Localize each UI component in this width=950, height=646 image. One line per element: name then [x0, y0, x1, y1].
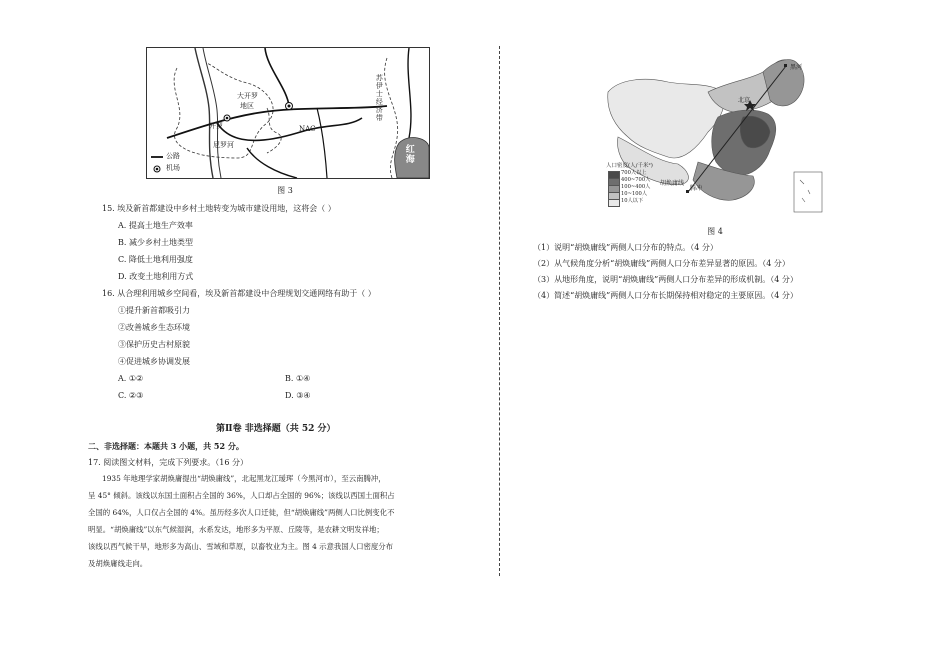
q15-option-c: C. 降低土地利用强度	[118, 255, 193, 264]
label-suez-zone: 苏伊士经济带	[375, 74, 384, 122]
q16-option-c: C. ②③	[118, 391, 144, 400]
legend-label: 10~100人	[621, 191, 648, 197]
road	[217, 118, 362, 140]
label-cairo: 开罗	[209, 122, 223, 130]
q17-passage-line: 全国的 64%，人口仅占全国的 4%。虽历经多次人口迁徙，但“胡焕庸线”两侧人口比例变化不	[88, 508, 395, 517]
q17-passage-line: 该线以西气候干旱，地形多为高山、雪域和草原，以畜牧业为主。图 4 示意我国人口密度分布	[88, 542, 394, 551]
tengchong-marker	[686, 190, 689, 193]
legend-label: 100~400人	[621, 184, 651, 190]
label-heihe: 黑河	[790, 64, 803, 71]
legend-label: 10人以下	[621, 198, 644, 204]
legend-label: 400~700人	[621, 177, 651, 183]
airport-marker	[226, 117, 229, 120]
q16-option-a: A. ①②	[118, 374, 144, 383]
q17-passage-line: 明显。“胡焕庸线”以东气候湿润，水系发达，地形多为平原、丘陵等，是农耕文明发祥地；	[88, 525, 384, 534]
heihe-marker	[784, 64, 787, 67]
suez-canal	[408, 48, 411, 138]
q17-stem: 17. 阅读图文材料，完成下列要求。（16 分）	[88, 458, 248, 467]
airport-marker	[288, 105, 291, 108]
q16-item-1: ①提升新首都吸引力	[118, 306, 190, 315]
figure-4-caption: 图 4	[707, 227, 723, 236]
figure-4-legend	[606, 163, 676, 209]
label-nac: NAC	[299, 125, 316, 133]
legend-swatch	[608, 199, 620, 207]
figure-3-svg	[147, 48, 429, 178]
part2-section-heading: 二、非选择题：本题共 3 小题，共 52 分。	[88, 441, 244, 451]
nile-river-bank	[203, 48, 221, 178]
label-hu-line: 胡焕庸线	[660, 180, 685, 187]
q16-stem: 16. 从合理利用城乡空间看，埃及新首都建设中合理规划交通网络有助于（ ）	[102, 289, 376, 298]
q17-sub-3: （3）从地形角度，说明“胡焕庸线”两侧人口分布差异的形成机制。（4 分）	[533, 275, 798, 284]
q17-sub-1: （1）说明“胡焕庸线”两侧人口分布的特点。（4 分）	[533, 243, 718, 252]
q15-option-a: A. 提高土地生产效率	[118, 221, 193, 230]
q16-option-d: D. ③④	[285, 391, 311, 400]
figure-3-map	[146, 47, 430, 179]
q16-item-2: ②改善城乡生态环境	[118, 323, 190, 332]
q15-option-d: D. 改变土地利用方式	[118, 272, 194, 281]
south-china-sea-inset	[794, 172, 822, 212]
label-nile: 尼罗河	[213, 141, 234, 149]
nile-river	[195, 48, 213, 178]
figure-3-caption: 图 3	[277, 186, 293, 195]
q17-sub-2: （2）从气候角度分析“胡焕庸线”两侧人口分布差异显著的原因。（4 分）	[533, 259, 790, 268]
label-new-capital-2: 地区	[240, 102, 254, 110]
q17-sub-4: （4）简述“胡焕庸线”两侧人口分布长期保持相对稳定的主要原因。（4 分）	[533, 291, 798, 300]
legend-road-label: 公路	[166, 152, 180, 160]
q17-passage-line: 及胡焕庸线走向。	[88, 559, 148, 568]
q17-passage-line: 呈 45° 倾斜。该线以东国土面积占全国的 36%，人口却占全国的 96%；该线以西国土面积占	[88, 491, 395, 500]
q16-option-b: B. ①④	[285, 374, 311, 383]
region-boundary-2	[267, 108, 281, 153]
legend-airport-marker	[156, 168, 159, 171]
legend-label: 700人以上	[621, 170, 647, 176]
q16-item-3: ③保护历史古村原貌	[118, 340, 190, 349]
column-divider	[499, 46, 500, 576]
legend-title: 人口密度(人/千米²)	[606, 163, 653, 169]
q15-stem: 15. 埃及新首都建设中乡村土地转变为城市建设用地，这将会（ ）	[102, 204, 336, 213]
part2-title: 第Ⅱ卷 非选择题（共 52 分）	[216, 424, 336, 434]
label-beijing: 北京	[738, 97, 751, 104]
q16-item-4: ④促进城乡协调发展	[118, 357, 190, 366]
road	[247, 148, 297, 178]
legend-airport-label: 机场	[166, 164, 180, 172]
q17-passage-line: 1935 年地理学家胡焕庸提出“胡焕庸线”，北起黑龙江瑷珲（今黑河市），至云南腾冲，	[102, 474, 386, 483]
label-red-sea: 红海	[403, 144, 414, 164]
label-new-capital: 大开罗	[237, 92, 258, 100]
label-tengchong: 腾冲	[690, 185, 703, 192]
q15-option-b: B. 减少乡村土地类型	[118, 238, 193, 247]
road	[317, 108, 327, 178]
